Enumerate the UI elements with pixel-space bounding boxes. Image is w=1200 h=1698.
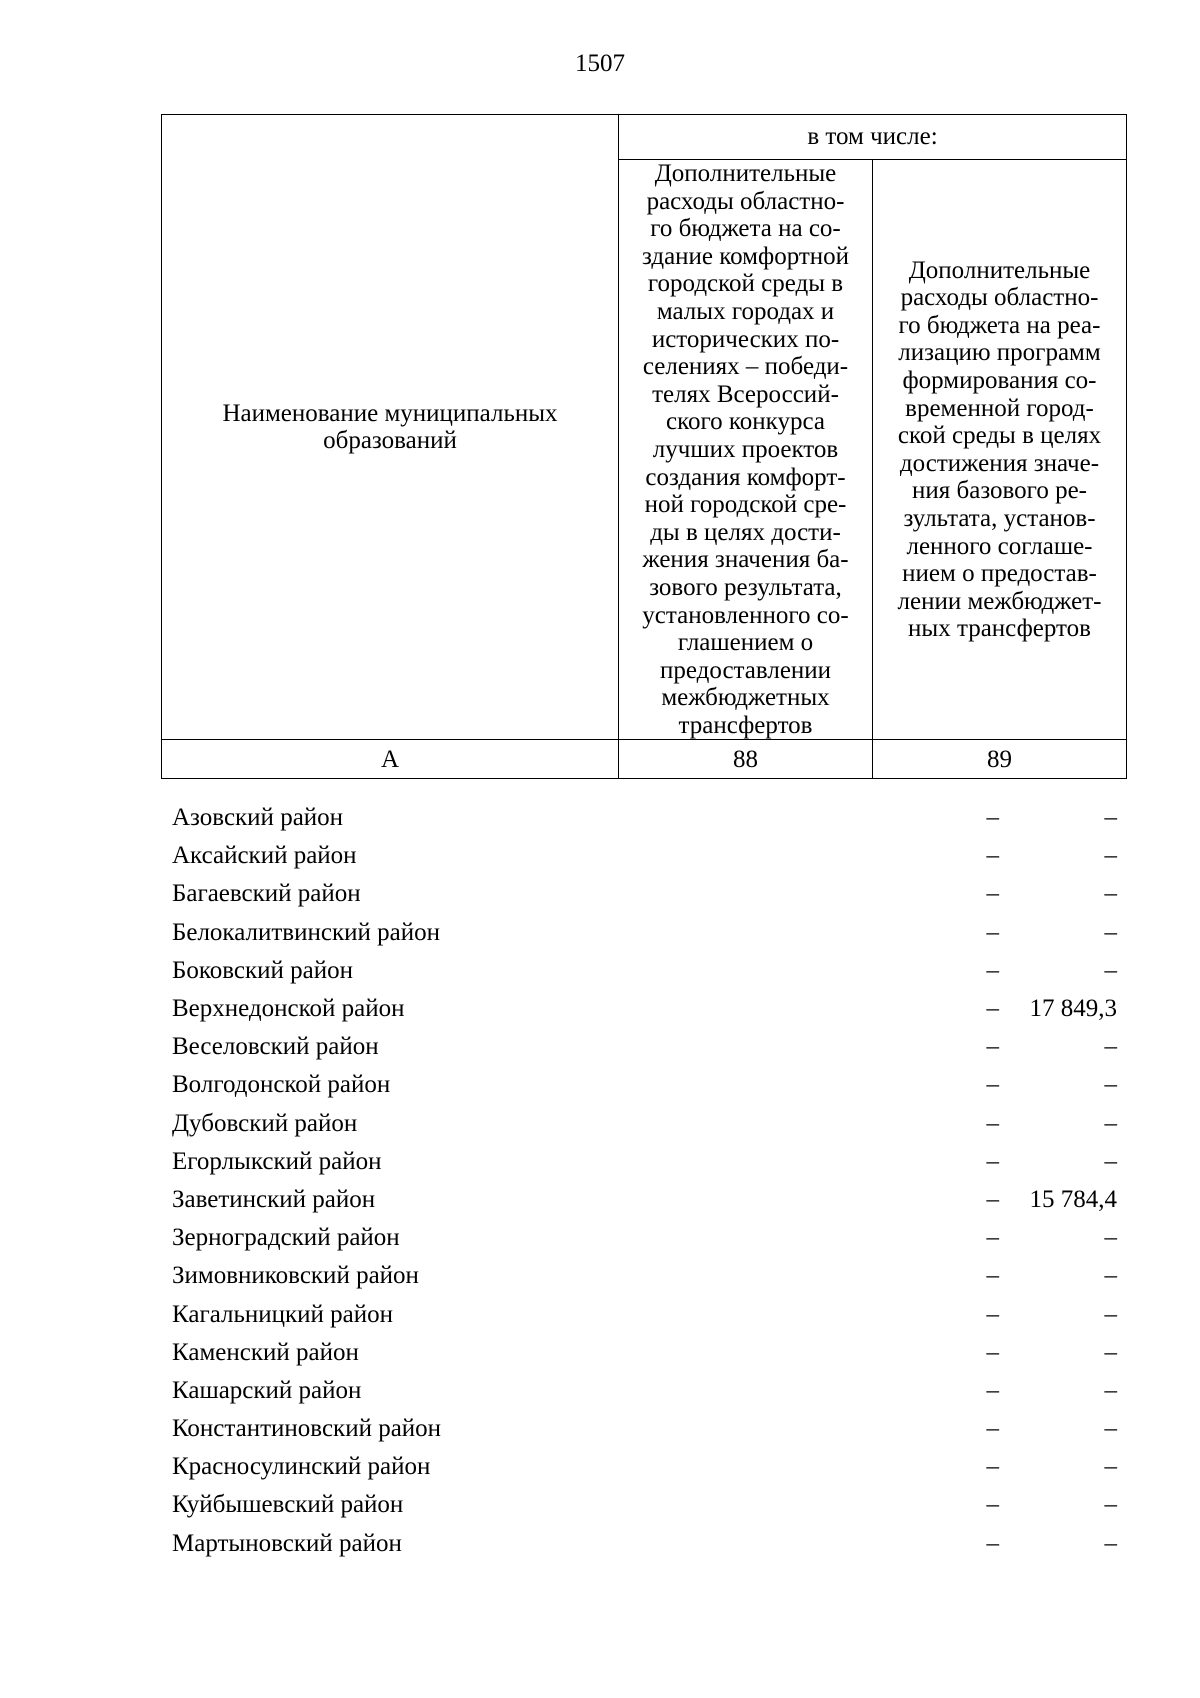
header-description-line: Дополнительные: [908, 256, 1091, 284]
row-name: Константиновский район: [172, 1415, 442, 1443]
table-row: [161, 1334, 1127, 1372]
row-value-88: –: [986, 1300, 999, 1328]
header-description-line: предоставлении: [659, 656, 832, 684]
row-value-88: –: [986, 956, 999, 984]
table-row: [161, 875, 1127, 913]
row-name: Кашарский район: [172, 1376, 362, 1404]
header-description-line: здание комфортной: [641, 242, 850, 270]
header-description-line: зового результата,: [649, 573, 842, 601]
row-name: Куйбышевский район: [172, 1491, 404, 1519]
table-row: [161, 1066, 1127, 1104]
header-description-line: ленного соглаше-: [906, 532, 1093, 560]
header-description-line: нием о предостав-: [902, 560, 1097, 588]
row-name: Каменский район: [172, 1338, 359, 1366]
table-row: [161, 1448, 1127, 1486]
row-name: Аксайский район: [172, 842, 357, 870]
header-description-line: го бюджета на реа-: [898, 311, 1101, 339]
header-including: в том числе:: [619, 115, 1127, 160]
page-number: 1507: [575, 50, 625, 77]
row-value-89: –: [1104, 1491, 1117, 1519]
row-value-88: –: [986, 1376, 999, 1404]
table-row: [161, 914, 1127, 952]
row-value-89: 17 849,3: [1029, 995, 1117, 1023]
row-value-88: –: [986, 918, 999, 946]
row-name: Волгодонской район: [172, 1071, 391, 1099]
header-description-line: создания комфорт-: [645, 463, 846, 491]
table-header: [161, 114, 1127, 779]
row-value-89: –: [1104, 1147, 1117, 1175]
row-name: Зимовниковский район: [172, 1262, 419, 1290]
table-body: [161, 799, 1127, 1563]
row-value-88: –: [986, 1529, 999, 1557]
row-value-89: –: [1104, 1109, 1117, 1137]
row-value-89: –: [1104, 1033, 1117, 1061]
row-value-88: –: [986, 804, 999, 832]
row-name: Кагальницкий район: [172, 1300, 394, 1328]
row-value-89: –: [1104, 804, 1117, 832]
row-value-88: –: [986, 1109, 999, 1137]
header-description-line: расходы областно-: [646, 187, 845, 215]
row-value-89: –: [1104, 1529, 1117, 1557]
header-description-line: глашением о: [677, 629, 814, 657]
row-name: Мартыновский район: [172, 1529, 402, 1557]
table-row: [161, 1028, 1127, 1066]
table-row: [161, 990, 1127, 1028]
row-name: Багаевский район: [172, 880, 361, 908]
row-value-89: –: [1104, 918, 1117, 946]
row-name: Зерноградский район: [172, 1224, 400, 1252]
header-code-a: А: [162, 740, 619, 779]
row-name: Веселовский район: [172, 1033, 379, 1061]
row-value-89: –: [1104, 1453, 1117, 1481]
row-name: Верхнедонской район: [172, 995, 405, 1023]
header-description-line: расходы областно-: [900, 284, 1099, 312]
row-name: Азовский район: [172, 804, 344, 832]
header-description-line: достижения значе-: [899, 449, 1100, 477]
row-value-88: –: [986, 1185, 999, 1213]
row-name: Красносулинский район: [172, 1453, 431, 1481]
header-code-89: 89: [873, 740, 1127, 779]
header-description-line: лизацию программ: [898, 339, 1101, 367]
table-row: [161, 1105, 1127, 1143]
table-row: [161, 1525, 1127, 1563]
header-col-88-description: [619, 160, 873, 740]
row-value-89: –: [1104, 1300, 1117, 1328]
header-description-line: го бюджета на со-: [650, 215, 841, 243]
row-value-88: –: [986, 1071, 999, 1099]
row-value-88: –: [986, 1262, 999, 1290]
row-value-89: –: [1104, 1415, 1117, 1443]
row-value-88: –: [986, 1415, 999, 1443]
table-row: [161, 1257, 1127, 1295]
header-description-line: временной город-: [905, 394, 1094, 422]
header-description-line: зультата, установ-: [903, 504, 1096, 532]
row-name: Заветинский район: [172, 1185, 376, 1213]
header-description-line: ды в целях дости-: [650, 518, 841, 546]
row-value-89: –: [1104, 1338, 1117, 1366]
table-row: [161, 1143, 1127, 1181]
header-description-line: селениях – победи-: [642, 353, 849, 381]
table-row: [161, 1181, 1127, 1219]
header-description-line: телях Всероссий-: [652, 380, 839, 408]
header-description-line: малых городах и: [656, 297, 835, 325]
row-value-89: 15 784,4: [1029, 1185, 1117, 1213]
header-description-line: городской среды в: [647, 270, 844, 298]
header-code-88: 88: [619, 740, 873, 779]
header-description-line: ской среды в целях: [897, 422, 1102, 450]
row-value-88: –: [986, 842, 999, 870]
table-row: [161, 1410, 1127, 1448]
row-value-88: –: [986, 1491, 999, 1519]
row-name: Боковский район: [172, 956, 353, 984]
row-value-88: –: [986, 1033, 999, 1061]
header-description-line: установленного со-: [642, 601, 849, 629]
table-row: [161, 837, 1127, 875]
header-description-line: исторических по-: [651, 325, 840, 353]
row-value-89: –: [1104, 1376, 1117, 1404]
table-row: [161, 799, 1127, 837]
header-description-line: трансфертов: [678, 711, 813, 739]
header-description-line: ной городской сре-: [644, 491, 847, 519]
header-description-line: Дополнительные: [654, 160, 837, 187]
table-row: [161, 1372, 1127, 1410]
table-row: [161, 1295, 1127, 1333]
header-description-line: межбюджетных: [661, 684, 830, 712]
header-col-89-description: [873, 160, 1127, 740]
header-description-line: формирования со-: [902, 366, 1097, 394]
row-value-89: –: [1104, 1224, 1117, 1252]
table-row: [161, 1219, 1127, 1257]
row-value-88: –: [986, 995, 999, 1023]
row-name: Егорлыкский район: [172, 1147, 382, 1175]
row-value-88: –: [986, 1453, 999, 1481]
table-row: [161, 1486, 1127, 1524]
row-value-89: –: [1104, 842, 1117, 870]
header-description-line: ния базового ре-: [912, 477, 1087, 505]
header-description-line: ского конкурса: [666, 408, 825, 436]
row-value-89: –: [1104, 1262, 1117, 1290]
row-value-89: –: [1104, 1071, 1117, 1099]
row-value-88: –: [986, 1338, 999, 1366]
row-value-88: –: [986, 880, 999, 908]
header-municipality-name: Наименование муниципальных образований: [162, 115, 619, 740]
row-value-88: –: [986, 1147, 999, 1175]
header-description-line: жения значения ба-: [642, 546, 849, 574]
row-name: Белокалитвинский район: [172, 918, 440, 946]
header-description-line: лучших проектов: [652, 435, 839, 463]
row-name: Дубовский район: [172, 1109, 358, 1137]
row-value-89: –: [1104, 880, 1117, 908]
header-description-line: лении межбюджет-: [897, 587, 1102, 615]
header-description-line: ных трансфертов: [908, 615, 1091, 643]
row-value-88: –: [986, 1224, 999, 1252]
row-value-89: –: [1104, 956, 1117, 984]
table-row: [161, 952, 1127, 990]
